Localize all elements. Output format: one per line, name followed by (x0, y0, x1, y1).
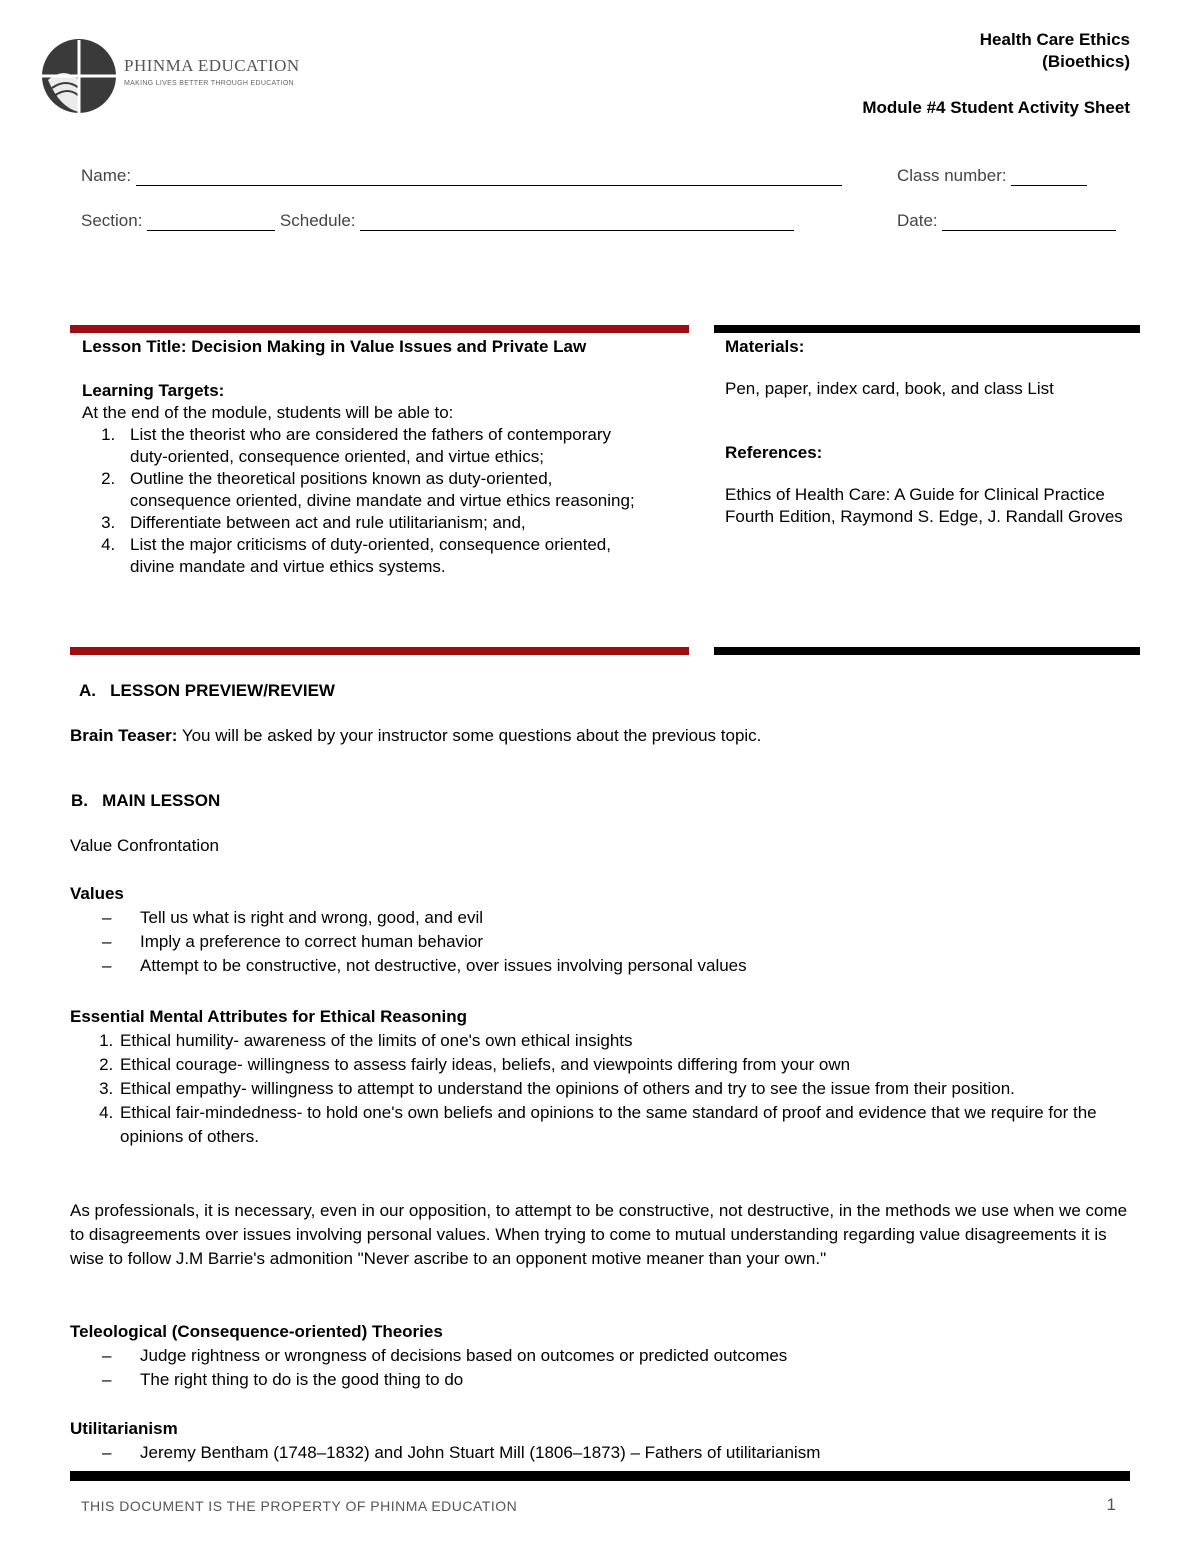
date-label: Date: (897, 211, 938, 230)
attributes-section (70, 1005, 1130, 1149)
brain-teaser (70, 724, 830, 748)
teleological-item: – The right thing to do is the good thing to do (102, 1368, 1130, 1392)
attributes-item: 3. Ethical empathy- willingness to attempt to understand the opinions of others and try to see the issue from their position. (118, 1077, 1130, 1101)
materials-text: Pen, paper, index card, book, and class List (725, 379, 1054, 398)
attributes-item: 1. Ethical humility- awareness of the limits of one's own ethical insights (118, 1029, 1130, 1053)
attributes-heading: Essential Mental Attributes for Ethical Reasoning (70, 1007, 468, 1026)
teleological-item: – Judge rightness or wrongness of decisions based on outcomes or predicted outcomes (102, 1344, 1130, 1368)
utilitarianism-heading: Utilitarianism (70, 1419, 178, 1438)
section-a-heading: A. LESSON PREVIEW/REVIEW (79, 681, 335, 700)
materials-box (725, 336, 1130, 528)
values-list (70, 906, 1130, 978)
values-heading: Values (70, 884, 124, 903)
utilitarianism-item: – Jeremy Bentham (1748–1832) and John Stuart Mill (1806–1873) – Fathers of utilitarianism (102, 1441, 1130, 1465)
value-confrontation-subtitle: Value Confrontation (70, 836, 220, 855)
class-number-label: Class number: (897, 166, 1007, 185)
attributes-item: 2. Ethical courage- willingness to assess fairly ideas, beliefs, and viewpoints differing from your own (118, 1053, 1130, 1077)
logo-name: PHINMA EDUCATION (124, 56, 300, 75)
course-line-1: Health Care Ethics (979, 30, 1130, 49)
name-field[interactable] (81, 166, 842, 186)
page-number: 1 (1106, 1495, 1116, 1514)
materials-box-bottom-rule (714, 647, 1140, 655)
schedule-line[interactable] (360, 212, 794, 231)
phinma-logo (40, 36, 300, 118)
schedule-label: Schedule: (279, 211, 356, 230)
name-line[interactable] (136, 167, 842, 186)
course-title (980, 29, 1130, 73)
course-line-2: (Bioethics) (1042, 52, 1130, 71)
name-label: Name: (81, 166, 132, 185)
teleological-heading: Teleological (Consequence-oriented) Theories (70, 1322, 443, 1341)
materials-box-top-rule (714, 325, 1140, 333)
footer-rule (70, 1471, 1130, 1481)
date-line[interactable] (942, 212, 1116, 231)
date-field[interactable] (897, 211, 1116, 231)
teleological-section (70, 1320, 1130, 1392)
section-field[interactable] (81, 211, 794, 231)
footer-property-text: THIS DOCUMENT IS THE PROPERTY OF PHINMA EDUCATION (81, 1498, 518, 1514)
lesson-box (82, 336, 682, 578)
learning-target-item: 1. List the theorist who are considered the fathers of contemporary duty-oriented, consequence oriented, and virtue ethics; (120, 424, 640, 468)
values-item: – Tell us what is right and wrong, good, and evil (102, 906, 1130, 930)
lesson-box-top-rule (70, 325, 689, 333)
attributes-item: 4. Ethical fair-mindedness- to hold one's own beliefs and opinions to the same standard of proof and evidence that we require for the opinions of others. (118, 1101, 1130, 1149)
module-title: Module #4 Student Activity Sheet (862, 98, 1130, 117)
utilitarianism-list (70, 1441, 1130, 1465)
section-label: Section: (81, 211, 143, 230)
learning-targets-heading: Learning Targets: (82, 381, 225, 400)
utilitarianism-section (70, 1417, 1130, 1465)
learning-target-item: 4. List the major criticisms of duty-oriented, consequence oriented, divine mandate and virtue ethics systems. (120, 534, 640, 578)
brain-teaser-text: You will be asked by your instructor some questions about the previous topic. (177, 726, 762, 745)
references-heading: References: (725, 443, 823, 462)
materials-heading: Materials: (725, 337, 805, 356)
lesson-title: Lesson Title: Decision Making in Value Issues and Private Law (82, 337, 587, 356)
learning-target-item: 3. Differentiate between act and rule utilitarianism; and, (120, 512, 640, 534)
section-b-heading: B. MAIN LESSON (71, 791, 221, 810)
learning-targets-list (50, 424, 640, 578)
lesson-box-bottom-rule (70, 647, 689, 655)
learning-targets-intro: At the end of the module, students will be able to: (82, 403, 454, 422)
values-item: – Imply a preference to correct human behavior (102, 930, 1130, 954)
class-number-field[interactable] (897, 166, 1087, 186)
professionals-paragraph: As professionals, it is necessary, even in our opposition, to attempt to be constructive, not destructive, in the methods we use when we come to disagreements over issues involving personal values. When trying to come to mutual understanding regarding value disagreements it is wise to follow J.M Barrie's admonition "Never ascribe to an opponent motive meaner than your own." (70, 1201, 1128, 1268)
values-section (70, 882, 1130, 978)
class-number-line[interactable] (1011, 167, 1087, 186)
section-line[interactable] (147, 212, 275, 231)
values-item: – Attempt to be constructive, not destructive, over issues involving personal values (102, 954, 1130, 978)
phinma-globe-icon (40, 36, 122, 118)
brain-teaser-label: Brain Teaser: (70, 726, 178, 745)
learning-target-item: 2. Outline the theoretical positions known as duty-oriented, consequence oriented, divine mandate and virtue ethics reasoning; (120, 468, 640, 512)
logo-tagline: MAKING LIVES BETTER THROUGH EDUCATION (124, 80, 294, 87)
teleological-list (70, 1344, 1130, 1392)
references-text: Ethics of Health Care: A Guide for Clinical Practice Fourth Edition, Raymond S. Edge, J. Randall Groves (725, 485, 1123, 526)
attributes-list (70, 1029, 1130, 1149)
